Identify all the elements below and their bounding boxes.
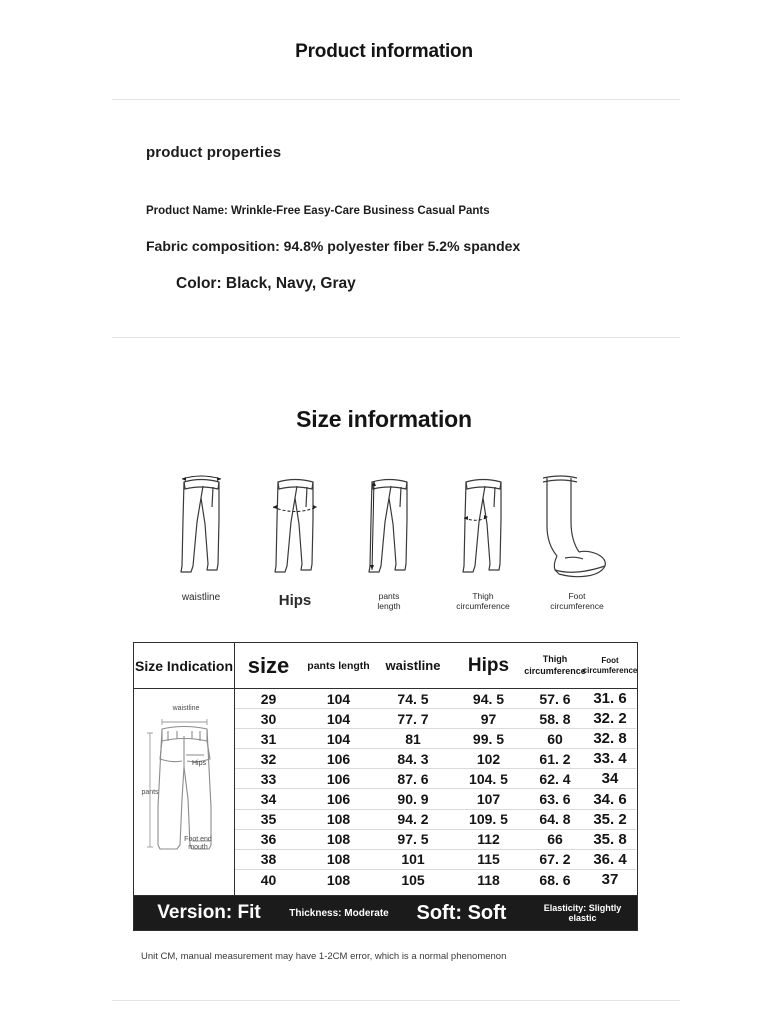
cell-pants-length: 106 bbox=[326, 750, 351, 767]
cell-size: 40 bbox=[260, 871, 277, 888]
cell-pants-length: 106 bbox=[326, 791, 351, 808]
table-row bbox=[235, 789, 636, 809]
table-row bbox=[235, 749, 636, 769]
product-information-title: Product information bbox=[295, 41, 473, 62]
size-rows-container bbox=[235, 689, 636, 895]
table-row bbox=[235, 850, 636, 870]
cell-size: 29 bbox=[260, 690, 277, 707]
fabric-composition-text: Fabric composition: 94.8% polyester fiber 5.2% spandex bbox=[146, 238, 521, 254]
cell-hips: 102 bbox=[476, 750, 501, 767]
table-body bbox=[134, 689, 637, 895]
color-options-text: Color: Black, Navy, Gray bbox=[176, 275, 356, 292]
cell-waistline: 97. 5 bbox=[397, 831, 429, 848]
cell-size: 30 bbox=[260, 710, 277, 727]
cell-waistline: 84. 3 bbox=[397, 750, 429, 767]
cell-hips: 104. 5 bbox=[469, 770, 508, 787]
illustration-label-foot-mouth bbox=[176, 836, 220, 853]
measurement-diagram-strip bbox=[133, 460, 638, 635]
footer-soft: Soft: Soft bbox=[416, 901, 507, 924]
diagram-hips bbox=[245, 460, 345, 635]
cell-foot: 33. 4 bbox=[593, 750, 627, 768]
cell-foot: 35. 2 bbox=[593, 810, 627, 828]
cell-hips: 112 bbox=[477, 831, 500, 848]
cell-pants-length: 108 bbox=[326, 851, 351, 868]
product-properties-heading: product properties bbox=[146, 144, 282, 161]
cell-pants-length: 108 bbox=[326, 871, 351, 888]
cell-thigh: 57. 6 bbox=[539, 690, 571, 707]
cell-pants-length: 104 bbox=[326, 690, 351, 707]
cell-thigh: 62. 4 bbox=[539, 770, 571, 787]
cell-waistline: 94. 2 bbox=[397, 811, 429, 828]
cell-foot: 31. 6 bbox=[593, 690, 627, 708]
cell-size: 33 bbox=[260, 770, 277, 787]
cell-hips: 118 bbox=[477, 871, 500, 888]
divider-top bbox=[112, 99, 680, 100]
header-thigh-circumference bbox=[526, 643, 584, 688]
cell-foot: 32. 8 bbox=[593, 730, 627, 748]
size-chart-table bbox=[133, 642, 638, 931]
cell-hips: 94. 5 bbox=[472, 690, 505, 707]
diagram-caption-waistline: waistline bbox=[181, 592, 221, 603]
header-line-1: Thigh bbox=[542, 654, 568, 665]
illustration-label-pants: pants bbox=[141, 789, 159, 796]
diagram-pants-length bbox=[339, 460, 439, 635]
foot-circumference-icon bbox=[527, 460, 627, 588]
cell-thigh: 67. 2 bbox=[539, 851, 571, 868]
cell-thigh: 66 bbox=[547, 831, 563, 848]
cell-waistline: 105 bbox=[401, 871, 425, 888]
size-indication-illustration-cell bbox=[134, 689, 235, 895]
header-pants-length: pants length bbox=[307, 659, 370, 672]
header-hips: Hips bbox=[467, 654, 510, 676]
pants-thigh-circumference-icon bbox=[433, 460, 533, 588]
cell-size: 32 bbox=[260, 750, 277, 767]
table-row bbox=[235, 810, 636, 830]
cell-foot: 34 bbox=[601, 770, 619, 788]
cell-pants-length: 104 bbox=[326, 710, 351, 727]
cell-pants-length: 108 bbox=[326, 811, 351, 828]
cell-hips: 97 bbox=[480, 710, 497, 727]
cell-size: 31 bbox=[260, 730, 277, 747]
caption-line-2: circumference bbox=[456, 600, 510, 611]
label-line-1: Foot end bbox=[184, 836, 212, 843]
diagram-caption-foot bbox=[527, 592, 627, 612]
cell-hips: 107 bbox=[476, 791, 501, 808]
cell-pants-length: 106 bbox=[326, 770, 351, 787]
cell-waistline: 77. 7 bbox=[397, 710, 429, 727]
cell-hips: 99. 5 bbox=[472, 730, 505, 747]
illustration-label-hips: Hips bbox=[191, 760, 206, 767]
header-waistline: waistline bbox=[385, 658, 441, 673]
cell-size: 36 bbox=[260, 831, 277, 848]
table-row bbox=[235, 729, 636, 749]
header-size-indication: Size Indication bbox=[134, 643, 235, 688]
cell-hips: 115 bbox=[477, 851, 500, 868]
cell-thigh: 63. 6 bbox=[539, 791, 571, 808]
table-row bbox=[235, 830, 636, 850]
caption-line-1: Thigh bbox=[472, 591, 494, 601]
label-line-2: mouth bbox=[188, 844, 208, 852]
cell-thigh: 68. 6 bbox=[539, 871, 571, 888]
header-line-1: Foot bbox=[601, 655, 619, 665]
cell-foot: 35. 8 bbox=[593, 830, 627, 848]
cell-waistline: 101 bbox=[401, 851, 425, 868]
table-footer-bar bbox=[134, 895, 637, 930]
cell-pants-length: 108 bbox=[326, 831, 351, 848]
cell-waistline: 74. 5 bbox=[397, 690, 429, 707]
cell-size: 34 bbox=[260, 791, 277, 808]
cell-waistline: 90. 9 bbox=[397, 791, 429, 808]
cell-size: 38 bbox=[260, 851, 277, 868]
header-line-2: circumference bbox=[524, 665, 586, 676]
cell-foot: 37 bbox=[601, 871, 619, 889]
caption-line-2: circumference bbox=[550, 600, 604, 611]
cell-thigh: 60 bbox=[547, 730, 563, 747]
cell-thigh: 58. 8 bbox=[539, 710, 571, 727]
divider-bottom bbox=[112, 1000, 680, 1001]
table-row bbox=[235, 709, 636, 729]
caption-line-2: length bbox=[377, 600, 401, 611]
diagram-thigh-circumference bbox=[433, 460, 533, 635]
cell-size: 35 bbox=[260, 811, 277, 828]
pants-waistline-icon bbox=[151, 460, 251, 588]
illustration-label-waistline: waistline bbox=[172, 705, 200, 712]
measurement-note: Unit CM, manual measurement may have 1-2CM error, which is a normal phenomenon bbox=[141, 951, 507, 962]
header-foot-circumference bbox=[584, 643, 636, 688]
diagram-foot-circumference bbox=[527, 460, 627, 635]
product-name-text: Product Name: Wrinkle-Free Easy-Care Business Casual Pants bbox=[146, 205, 490, 217]
table-row bbox=[235, 689, 636, 709]
cell-foot: 36. 4 bbox=[593, 850, 627, 868]
cell-waistline: 81 bbox=[405, 730, 421, 747]
footer-elasticity: Elasticity: Slightly elastic bbox=[543, 903, 622, 923]
diagram-caption-thigh bbox=[433, 592, 533, 612]
cell-hips: 109. 5 bbox=[469, 811, 508, 828]
divider-middle bbox=[112, 337, 680, 338]
cell-thigh: 61. 2 bbox=[539, 750, 571, 767]
cell-pants-length: 104 bbox=[326, 730, 351, 747]
diagram-caption-hips: Hips bbox=[278, 592, 312, 609]
pants-hips-icon bbox=[245, 460, 345, 588]
table-row bbox=[235, 769, 636, 789]
footer-version: Version: Fit bbox=[157, 902, 261, 923]
diagram-caption-pants-length bbox=[339, 592, 439, 612]
caption-line-1: Foot bbox=[568, 591, 586, 601]
header-size: size bbox=[247, 652, 290, 678]
cell-waistline: 87. 6 bbox=[397, 770, 429, 787]
pants-length-icon bbox=[339, 460, 439, 588]
table-row bbox=[235, 870, 636, 890]
footer-thickness: Thickness: Moderate bbox=[289, 907, 389, 919]
table-header-row bbox=[134, 643, 637, 689]
diagram-waistline bbox=[151, 460, 251, 635]
cell-foot: 32. 2 bbox=[593, 710, 627, 728]
size-information-title: Size information bbox=[296, 406, 472, 432]
cell-foot: 34. 6 bbox=[593, 790, 627, 808]
caption-line-1: pants bbox=[378, 591, 400, 601]
header-line-2: circumference bbox=[582, 665, 638, 675]
cell-thigh: 64. 8 bbox=[539, 811, 571, 828]
